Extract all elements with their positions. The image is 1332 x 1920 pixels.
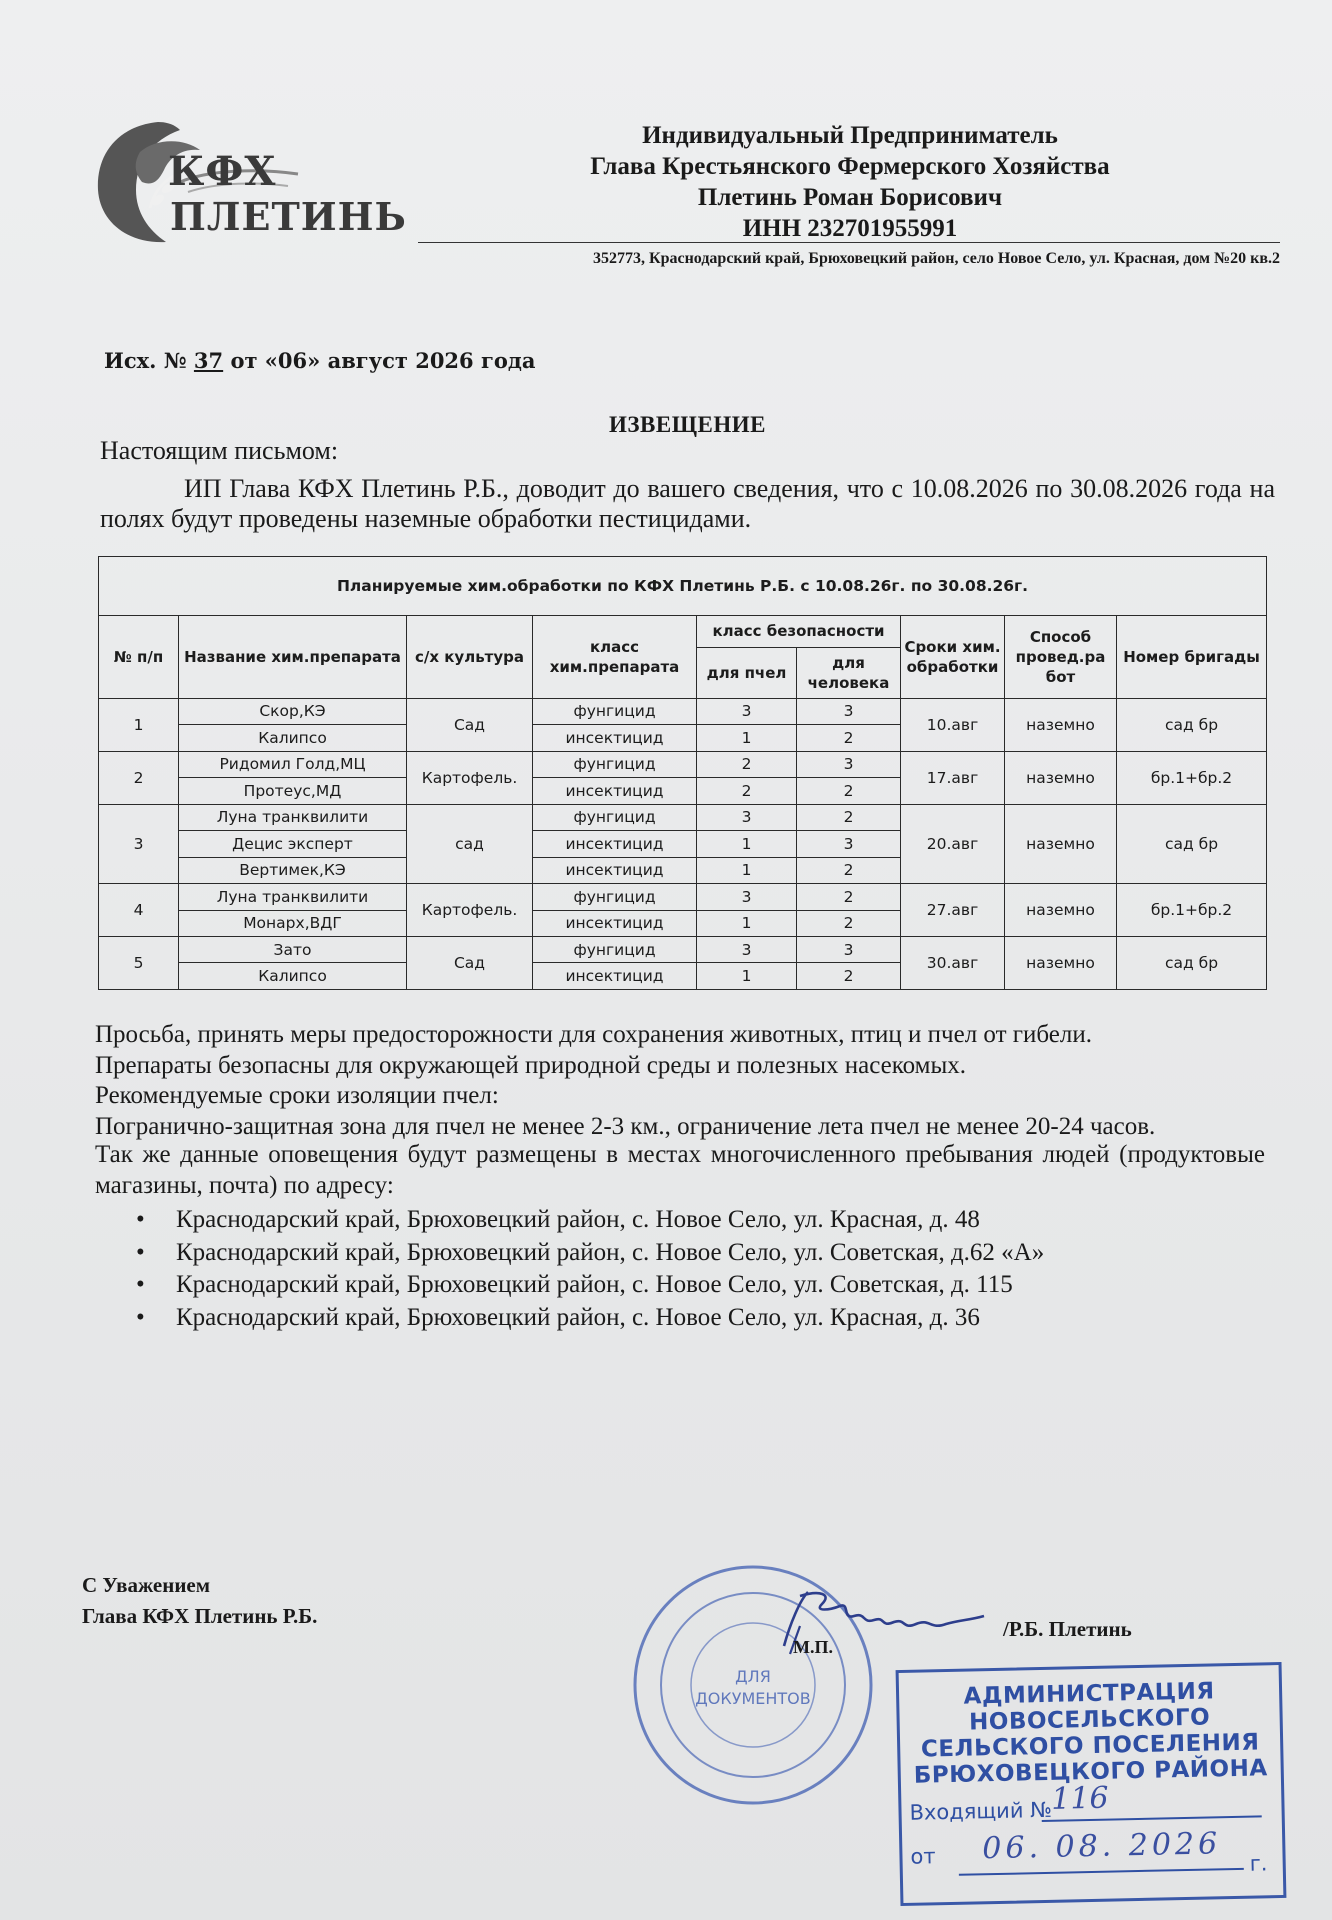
closing-regards: С Уважением — [82, 1573, 211, 1597]
cell-name: Калипсо — [179, 963, 407, 990]
stamp-number-line — [1042, 1815, 1262, 1822]
cell-num: 5 — [99, 937, 179, 990]
cell-human: 3 — [797, 698, 901, 724]
header-dates: Сроки хим. обработки — [901, 615, 1005, 698]
logo-text-pletin: ПЛЕТИНЬ — [170, 194, 407, 239]
outgoing-prefix: Исх. № — [104, 348, 187, 373]
logo-text-kfh: КФХ — [168, 148, 277, 195]
header-crop: с/х культура — [407, 615, 533, 698]
header-name: Название хим.препарата — [179, 615, 407, 698]
letterhead-address: 352773, Краснодарский край, Брюховецкий район, село Новое Село, ул. Красная, дом №20 кв.2 — [592, 250, 1280, 267]
paragraph-safety: Препараты безопасны для окружающей природной среды и полезных насекомых. — [95, 1051, 967, 1079]
cell-name: Децис эксперт — [179, 831, 407, 857]
cell-method: наземно — [1005, 884, 1117, 937]
cell-method: наземно — [1005, 698, 1117, 751]
cell-class: фунгицид — [533, 751, 697, 777]
seal-text-2: ДОКУМЕНТОВ — [695, 1689, 811, 1708]
letterhead — [420, 120, 1280, 244]
cell-class: фунгицид — [533, 804, 697, 830]
table-row — [99, 698, 1267, 724]
cell-class: инсектицид — [533, 963, 697, 990]
outgoing-date: от «06» август 2026 года — [230, 348, 536, 373]
header-method: Способ провед.ра бот — [1005, 615, 1117, 698]
stamp-year-suffix: г. — [1249, 1851, 1268, 1876]
cell-brigade: бр.1+бр.2 — [1117, 884, 1267, 937]
header-brigade: Номер бригады — [1117, 615, 1267, 698]
cell-brigade: сад бр — [1117, 937, 1267, 990]
cell-num: 2 — [99, 751, 179, 804]
cell-human: 3 — [797, 751, 901, 777]
cell-brigade: бр.1+бр.2 — [1117, 751, 1267, 804]
table-row — [99, 937, 1267, 963]
cell-human: 2 — [797, 963, 901, 990]
header-human: для человека — [797, 647, 901, 698]
cell-brigade: сад бр — [1117, 698, 1267, 751]
cell-human: 2 — [797, 804, 901, 830]
cell-name: Монарх,ВДГ — [179, 910, 407, 936]
cell-name: Калипсо — [179, 725, 407, 751]
cell-name: Скор,КЭ — [179, 698, 407, 724]
stamp-from-label: от — [910, 1844, 936, 1869]
cell-bees: 3 — [697, 937, 797, 963]
list-item: • Краснодарский край, Брюховецкий район, с. Новое Село, ул. Советская, д. 115 — [130, 1269, 1044, 1302]
seal-place-mark: М.П. — [793, 1637, 833, 1657]
stamp-line-1: АДМИНИСТРАЦИЯ — [963, 1678, 1215, 1710]
cell-name: Ридомил Голд,МЦ — [179, 751, 407, 777]
signer-name: /Р.Б. Плетинь — [1003, 1617, 1132, 1641]
cell-class: фунгицид — [533, 884, 697, 910]
cell-class: инсектицид — [533, 831, 697, 857]
stamp-date: 06. 08. 2026 — [981, 1826, 1222, 1867]
cell-name: Протеус,МД — [179, 778, 407, 804]
cell-human: 2 — [797, 884, 901, 910]
cell-class: инсектицид — [533, 857, 697, 883]
letterhead-inn: ИНН 232701955991 — [742, 215, 958, 242]
list-item: • Краснодарский край, Брюховецкий район, с. Новое Село, ул. Советская, д.62 «А» — [130, 1237, 1044, 1270]
cell-human: 3 — [797, 831, 901, 857]
cell-class: инсектицид — [533, 910, 697, 936]
cell-method: наземно — [1005, 804, 1117, 883]
header-num: № п/п — [99, 615, 179, 698]
cell-crop: Сад — [407, 937, 533, 990]
cell-human: 2 — [797, 910, 901, 936]
table-row — [99, 751, 1267, 777]
stamp-line-3: СЕЛЬСКОГО ПОСЕЛЕНИЯ — [920, 1729, 1260, 1763]
cell-class: инсектицид — [533, 725, 697, 751]
cell-bees: 2 — [697, 751, 797, 777]
incoming-stamp — [896, 1662, 1287, 1906]
cell-bees: 1 — [697, 857, 797, 883]
paragraph-isolation-zone: Погранично-защитная зона для пчел не менее 2-3 км., ограничение лета пчел не менее 20-24 часов. — [95, 1112, 1156, 1140]
cell-human: 2 — [797, 857, 901, 883]
header-safety: класс безопасности — [697, 615, 901, 647]
closing-block — [82, 1570, 317, 1632]
treatment-table — [98, 556, 1267, 990]
table-row — [99, 884, 1267, 910]
cell-method: наземно — [1005, 937, 1117, 990]
paragraph-precaution: Просьба, принять меры предосторожности для сохранения животных, птиц и пчел от гибели. — [95, 1021, 1092, 1048]
stamp-date-line — [959, 1868, 1244, 1876]
cell-name: Зато — [179, 937, 407, 963]
cell-class: фунгицид — [533, 698, 697, 724]
cell-crop: Картофель. — [407, 884, 533, 937]
letterhead-line-2: Глава Крестьянского Фермерского Хозяйства — [590, 153, 1110, 180]
list-item: • Краснодарский край, Брюховецкий район, с. Новое Село, ул. Красная, д. 48 — [130, 1204, 1044, 1237]
cell-date: 27.авг — [901, 884, 1005, 937]
cell-name: Луна транквилити — [179, 804, 407, 830]
treatment-table-wrap — [98, 556, 1266, 990]
header-class: класс хим.препарата — [533, 615, 697, 698]
cell-bees: 1 — [697, 963, 797, 990]
cell-crop: сад — [407, 804, 533, 883]
header-bees: для пчел — [697, 647, 797, 698]
cell-date: 17.авг — [901, 751, 1005, 804]
stamp-incoming-label: Входящий № — [909, 1797, 1053, 1825]
paragraph-isolation-title: Рекомендуемые сроки изоляции пчел: — [95, 1082, 499, 1109]
cell-class: фунгицид — [533, 937, 697, 963]
stamp-line-2: НОВОСЕЛЬСКОГО — [968, 1704, 1211, 1736]
cell-brigade: сад бр — [1117, 804, 1267, 883]
cell-date: 10.авг — [901, 698, 1005, 751]
cell-name: Вертимек,КЭ — [179, 857, 407, 883]
letterhead-line-3: Плетинь Роман Борисович — [697, 184, 1003, 211]
table-caption: Планируемые хим.обработки по КФХ Плетинь Р.Б. с 10.08.26г. по 30.08.26г. — [99, 557, 1267, 616]
cell-bees: 3 — [697, 884, 797, 910]
cell-method: наземно — [1005, 751, 1117, 804]
cell-date: 20.авг — [901, 804, 1005, 883]
list-item: • Краснодарский край, Брюховецкий район, с. Новое Село, ул. Красная, д. 36 — [130, 1302, 1044, 1335]
cell-bees: 3 — [697, 698, 797, 724]
cell-bees: 2 — [697, 778, 797, 804]
cell-bees: 1 — [697, 910, 797, 936]
outgoing-number: 37 — [193, 348, 224, 373]
cell-class: инсектицид — [533, 778, 697, 804]
outgoing-reference — [104, 348, 535, 373]
address-list — [130, 1204, 1044, 1334]
table-row — [99, 804, 1267, 830]
cell-bees: 3 — [697, 804, 797, 830]
intro-body: ИП Глава КФХ Плетинь Р.Б., доводит до вашего сведения, что с 10.08.2026 по 30.08.2026 года на полях будут проведены наземные обработки пестицидами. — [100, 474, 1275, 533]
letterhead-line-1: Индивидуальный Предприниматель — [642, 122, 1058, 149]
cell-bees: 1 — [697, 725, 797, 751]
closing-position: Глава КФХ Плетинь Р.Б. — [82, 1604, 318, 1628]
cell-human: 2 — [797, 725, 901, 751]
document-title: ИЗВЕЩЕНИЕ — [609, 412, 766, 437]
cell-crop: Картофель. — [407, 751, 533, 804]
precautions-block — [95, 1020, 1265, 1142]
header-divider — [418, 242, 1280, 243]
cell-human: 3 — [797, 937, 901, 963]
cell-bees: 1 — [697, 831, 797, 857]
cell-num: 4 — [99, 884, 179, 937]
seal-text-1: ДЛЯ — [735, 1667, 771, 1686]
stamp-line-4: БРЮХОВЕЦКОГО РАЙОНА — [913, 1755, 1268, 1789]
cell-name: Луна транквилити — [179, 884, 407, 910]
stamp-incoming-number: 116 — [1050, 1780, 1109, 1817]
paragraph-notice-places: Так же данные оповещения будут размещены в местах многочисленного пребывания людей (продуктовые магазины, почта) по адресу: — [95, 1141, 1265, 1199]
cell-human: 2 — [797, 778, 901, 804]
intro-line: Настоящим письмом: — [100, 436, 339, 465]
cell-date: 30.авг — [901, 937, 1005, 990]
cell-num: 1 — [99, 698, 179, 751]
cell-crop: Сад — [407, 698, 533, 751]
cell-num: 3 — [99, 804, 179, 883]
